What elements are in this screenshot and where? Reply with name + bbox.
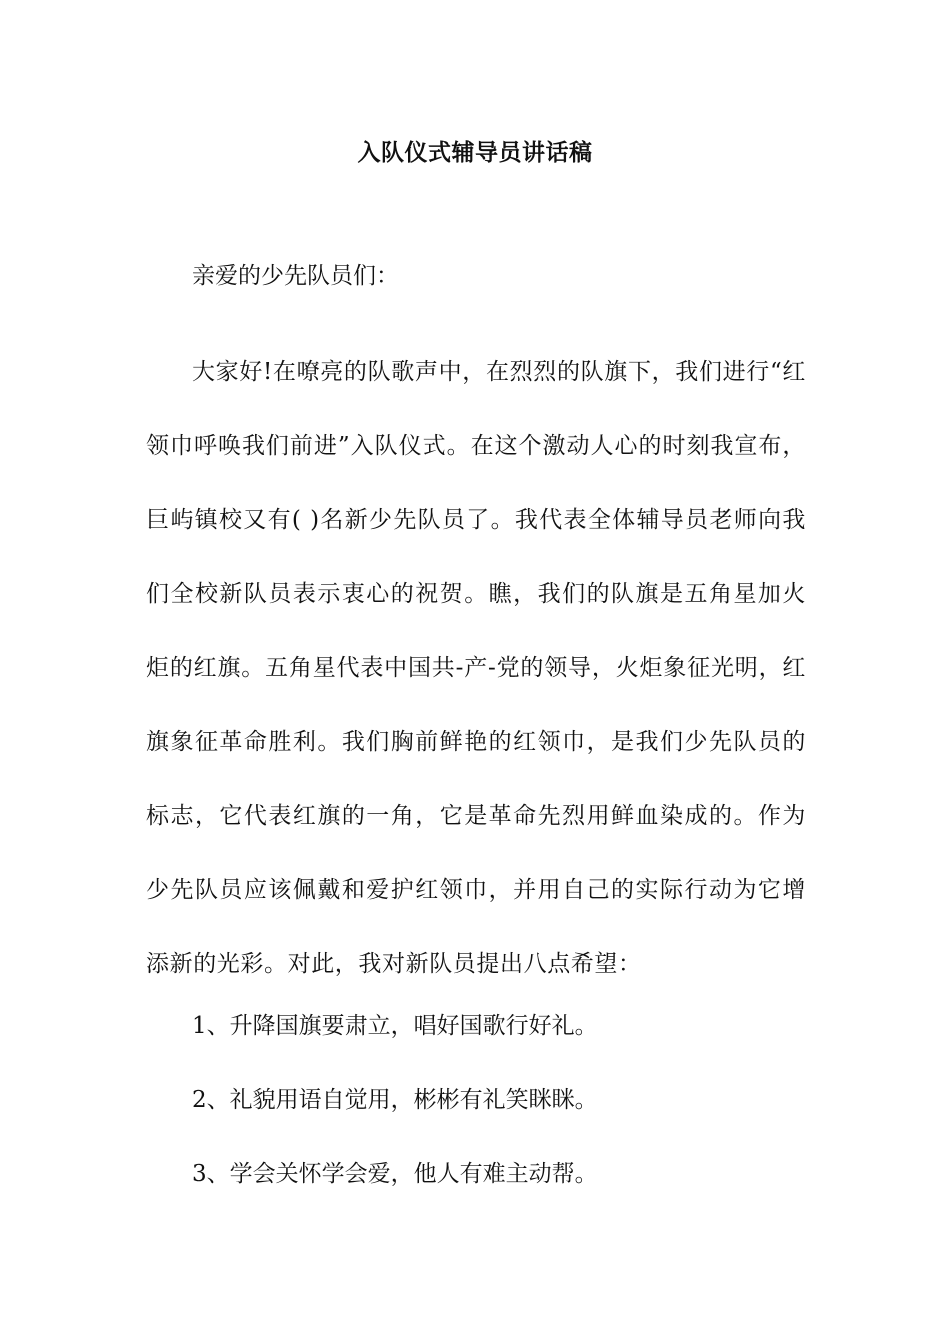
greeting-paragraph: 亲爱的少先队员们： bbox=[192, 263, 399, 289]
hope-item-1: 1、升降国旗要肃立，唱好国歌行好礼。 bbox=[192, 1013, 598, 1039]
hope-item-2: 2、礼貌用语自觉用，彬彬有礼笑眯眯。 bbox=[192, 1087, 598, 1113]
speech-body-paragraph: 大家好!在嘹亮的队歌声中，在烈烈的队旗下，我们进行“红领巾呼唤我们前进”入队仪式。在这个激动人心的时刻我宣布，巨屿镇校又有( )名新少先队员了。我代表全体辅导员老师向我们全校新队员表示衷心的祝贺。瞧，我们的队旗是五角星加火炬的红旗。五角星代表中国共-产-党的领导，火炬象征光明，红旗象征革命胜利。我们胸前鲜艳的红领巾，是我们少先队员的标志，它代表红旗的一角，它是革命先烈用鲜血染成的。作为少先队员应该佩戴和爱护红领巾，并用自己的实际行动为它增添新的光彩。对此，我对新队员提出八点希望： bbox=[146, 359, 806, 977]
document-title: 入队仪式辅导员讲话稿 bbox=[357, 140, 593, 166]
hope-item-3: 3、学会关怀学会爱，他人有难主动帮。 bbox=[192, 1161, 598, 1187]
